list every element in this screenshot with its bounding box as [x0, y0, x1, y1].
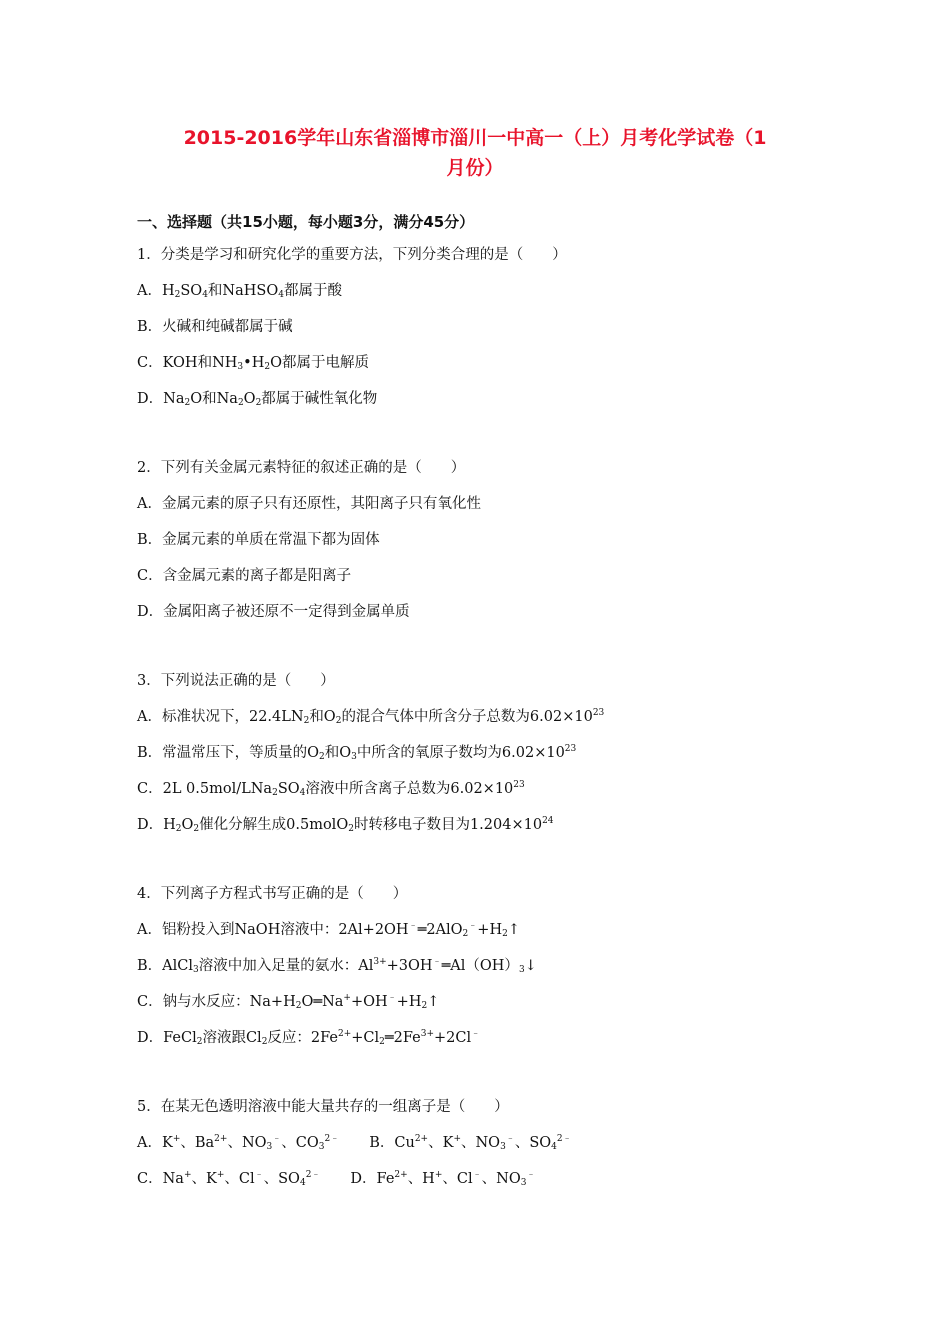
- q5-option-c: C．Na+、K+、Cl﹣、$SO_4^{2﹣}$: [137, 1170, 321, 1188]
- q4-option-b: B．AlCl$_3$溶液中加入足量的氨水：$Al^{3+}+3OH^﹣═Al(OH)_3↓$: [137, 957, 537, 975]
- q4-stem: 4．下列离子方程式书写正确的是（ ）: [137, 886, 408, 902]
- q4-option-a: A．铝粉投入到NaOH溶液中：$2Al+2OH^﹣═2AlO_2^﹣+H_2↑$: [137, 921, 520, 939]
- q3-option-a: A．标准状况下，$22.4LN_2$和$O_2$的混合气体中所含分子总数为$6.02\times 10^{23}$: [137, 708, 605, 726]
- q3-option-d: D．$H_2O_2$催化分解生成0.5molO$_2$时转移电子数目为$1.204\times 10^{24}$: [137, 816, 554, 834]
- q1-option-b: B．火碱和纯碱都属于碱: [137, 319, 293, 335]
- q1-option-d: D．$Na_2O$和$Na_2O_2$都属于碱性氧化物: [137, 391, 378, 408]
- title-line-1: 2015-2016学年山东省淄博市淄川一中高一（上）月考化学试卷（1: [183, 127, 767, 149]
- q1-option-c: C．KOH和$NH_3•H_2O$都属于电解质: [137, 355, 369, 372]
- q2-stem: 2．下列有关金属元素特征的叙述正确的是（ ）: [137, 460, 466, 476]
- q5-options-ab: [137, 1133, 572, 1153]
- q2-option-d: D．金属阳离子被还原不一定得到金属单质: [137, 604, 410, 620]
- q4-option-c: C．钠与水反应：$Na+H_2O═Na^++OH^﹣+H_2↑$: [137, 993, 440, 1011]
- q3-option-b: B．常温常压下，等质量的$O_2$和$O_3$中所含的氧原子数均为$6.02\times 10^{23}$: [137, 744, 577, 762]
- q5-option-a: A．K+、$Ba^{2+}$、$NO_3^﹣$、$CO_3^{2﹣}$: [137, 1134, 340, 1152]
- q2-option-a: A．金属元素的原子只有还原性，其阳离子只有氧化性: [137, 496, 481, 512]
- exam-title: [100, 123, 850, 183]
- q3-stem: 3．下列说法正确的是（ ）: [137, 673, 335, 689]
- q2-option-c: C．含金属元素的离子都是阳离子: [137, 568, 352, 584]
- q5-stem: 5．在某无色透明溶液中能大量共存的一组离子是（ ）: [137, 1099, 509, 1115]
- title-line-2: 月份）: [446, 157, 504, 179]
- q1-option-a: A．$H_2SO_4$和NaHSO$_4$都属于酸: [137, 283, 342, 300]
- q5-option-b: B．$Cu^{2+}$、K+、$NO_3^﹣$、$SO_4^{2﹣}$: [369, 1134, 572, 1152]
- section-heading: 一、选择题（共15小题，每小题3分，满分45分）: [137, 213, 475, 231]
- q5-option-d: D．$Fe^{2+}$、H+、Cl﹣、$NO_3^﹣$: [350, 1170, 536, 1188]
- q3-option-c: C．2L $0.5mol/LNa_2SO_4$溶液中所含离子总数为$6.02\times 10^{23}$: [137, 780, 525, 798]
- q2-option-b: B．金属元素的单质在常温下都为固体: [137, 532, 380, 548]
- q1-stem: 1．分类是学习和研究化学的重要方法，下列分类合理的是（ ）: [137, 247, 567, 263]
- q5-options-cd: [137, 1169, 535, 1189]
- q4-option-d: D．FeCl$_2$溶液跟$Cl_2$反应：$2Fe^{2+}+Cl_2═2Fe^{3+}+2Cl^﹣$: [137, 1029, 481, 1047]
